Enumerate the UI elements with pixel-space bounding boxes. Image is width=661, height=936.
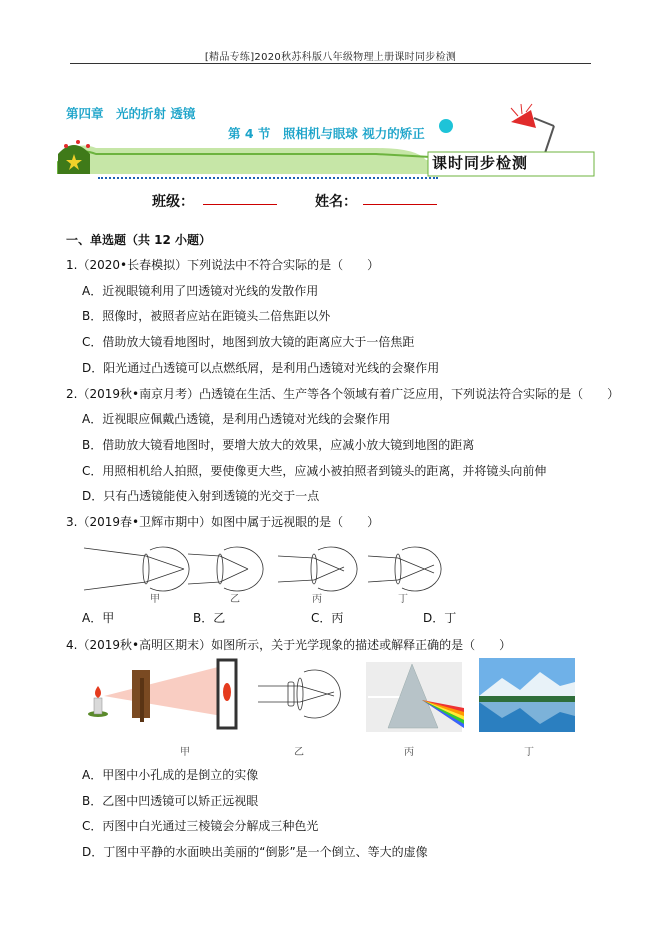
figure-label: 丙 bbox=[312, 594, 322, 605]
chapter-title: 第四章 光的折射 透镜 bbox=[66, 106, 196, 121]
eye-diagram-ding bbox=[368, 547, 441, 591]
question-stem: 2.（2019秋•南京月考）凸透镜在生活、生产等各个领域有着广泛应用，下列说法符合实际的是（ ） bbox=[66, 387, 620, 401]
option-b: B．照像时，被照者应站在距镜头二倍焦距以外 bbox=[82, 309, 331, 323]
dotted-divider bbox=[98, 177, 438, 179]
option-c: C．丙图中白光通过三棱镜会分解成三种色光 bbox=[82, 819, 319, 833]
option-b: B．乙 bbox=[193, 611, 226, 625]
figure-label: 甲 bbox=[180, 747, 190, 758]
question-stem: 4.（2019秋•高明区期末）如图所示，关于光学现象的描述或解释正确的是（ ） bbox=[66, 638, 512, 652]
option-a: A．近视眼应佩戴凸透镜，是利用凸透镜对光线的会聚作用 bbox=[82, 412, 391, 426]
pinhole-camera-image bbox=[88, 660, 236, 728]
optics-figure bbox=[82, 656, 582, 736]
question-stem: 1.（2020•长春模拟）下列说法中不符合实际的是（ ） bbox=[66, 258, 380, 272]
eye-diagram-yi bbox=[188, 547, 263, 591]
option-c: C．用照相机给人拍照，要使像更大些，应减小被拍照者到镜头的距离，并将镜头向前伸 bbox=[82, 464, 547, 478]
question-stem: 3.（2019春•卫辉市期中）如图中属于远视眼的是（ ） bbox=[66, 515, 380, 529]
eye-diagram-bing bbox=[278, 547, 357, 591]
document-header: [精品专练]2020秋苏科版八年级物理上册课时同步检测 bbox=[204, 52, 457, 63]
desk-lamp-icon bbox=[439, 104, 554, 156]
option-b: B．借助放大镜看地图时，要增大放大的效果，应减小放大镜到地图的距离 bbox=[82, 438, 475, 452]
name-label: 姓名： bbox=[315, 194, 357, 210]
figure-label: 丙 bbox=[404, 747, 414, 758]
option-c: C．丙 bbox=[311, 611, 344, 625]
header-divider bbox=[70, 63, 591, 64]
option-d: D．丁 bbox=[423, 611, 457, 625]
figure-label: 乙 bbox=[230, 594, 240, 605]
figure-label: 甲 bbox=[150, 594, 160, 605]
figure-label: 丁 bbox=[524, 747, 534, 758]
figure-label: 丁 bbox=[398, 594, 408, 605]
banner-title: 课时同步检测 bbox=[432, 154, 529, 172]
option-a: A．甲 bbox=[82, 611, 115, 625]
star-badge-icon bbox=[58, 140, 90, 174]
eye-with-lens-image bbox=[258, 670, 340, 718]
mountain-reflection-image bbox=[479, 658, 575, 732]
name-field[interactable] bbox=[363, 204, 437, 205]
option-a: A．近视眼镜利用了凹透镜对光线的发散作用 bbox=[82, 284, 319, 298]
option-d: D．只有凸透镜能使入射到透镜的光交于一点 bbox=[82, 489, 320, 503]
option-a: A．甲图中小孔成的是倒立的实像 bbox=[82, 768, 259, 782]
class-label: 班级： bbox=[152, 194, 194, 210]
section-title: 第 4 节 照相机与眼球 视力的矫正 bbox=[228, 126, 425, 141]
figure-label: 乙 bbox=[294, 747, 304, 758]
section-heading: 一、单选题（共 12 小题） bbox=[66, 233, 212, 247]
option-d: D．阳光通过凸透镜可以点燃纸屑，是利用凸透镜对光线的会聚作用 bbox=[82, 361, 440, 375]
prism-image bbox=[366, 662, 464, 732]
eye-diagrams-figure bbox=[82, 538, 462, 598]
option-d: D．丁图中平静的水面映出美丽的“倒影”是一个倒立、等大的虚像 bbox=[82, 845, 428, 859]
class-field[interactable] bbox=[203, 204, 277, 205]
eye-diagram-jia bbox=[84, 547, 189, 591]
option-c: C．借助放大镜看地图时，地图到放大镜的距离应大于一倍焦距 bbox=[82, 335, 415, 349]
option-b: B．乙图中凹透镜可以矫正远视眼 bbox=[82, 794, 259, 808]
